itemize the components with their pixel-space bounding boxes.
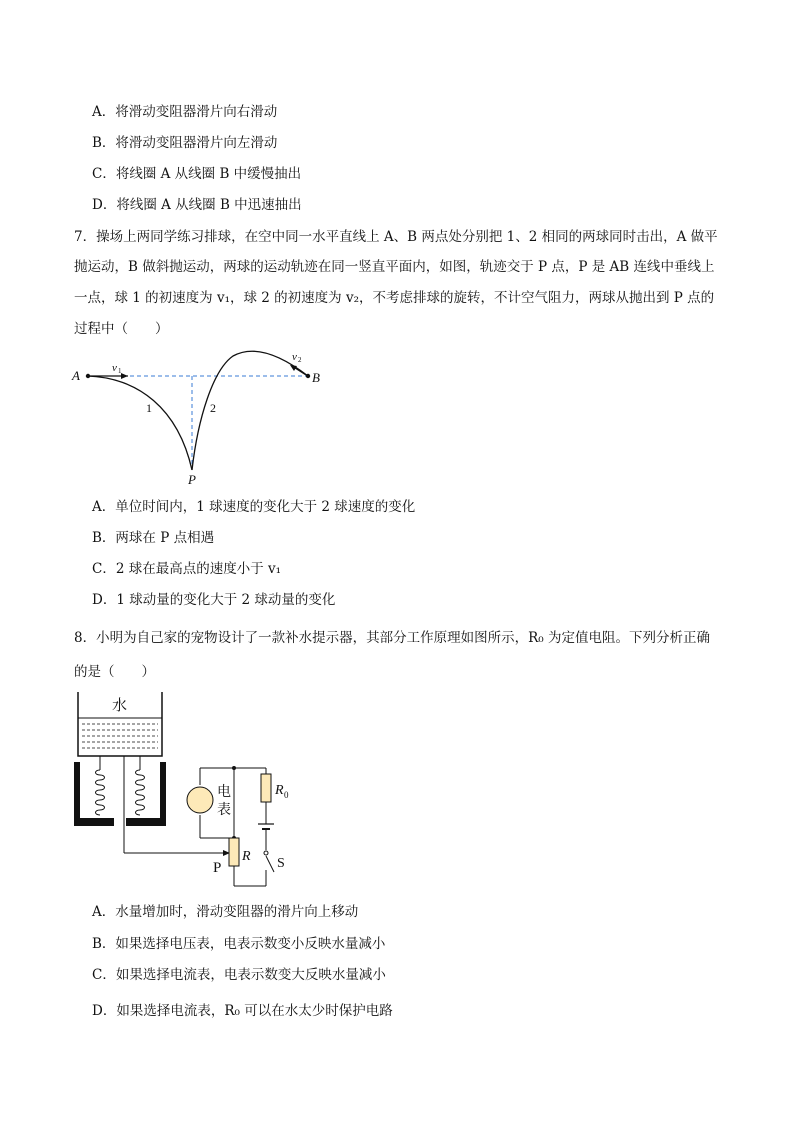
point-a <box>86 374 90 378</box>
label-b: B <box>312 370 320 385</box>
q8-circuit-figure <box>70 690 310 890</box>
label-a: A <box>72 368 80 383</box>
base-left <box>74 762 114 826</box>
label-r0-sub: 0 <box>284 790 289 800</box>
switch-contact <box>264 851 268 855</box>
label-trajectory-2: 2 <box>210 401 216 415</box>
q8-option-d: D．如果选择电流表，R₀ 可以在水太少时保护电路 <box>92 1003 393 1019</box>
label-v2-sub: 2 <box>298 356 302 364</box>
q7-option-d: D．1 球动量的变化大于 2 球动量的变化 <box>92 592 336 608</box>
q8-option-b: B．如果选择电压表，电表示数变小反映水量减小 <box>92 936 386 952</box>
label-water: 水 <box>112 698 128 714</box>
spring-left <box>96 770 105 815</box>
q7-option-a: A．单位时间内，1 球速度的变化大于 2 球速度的变化 <box>92 499 416 515</box>
resistor-r0 <box>261 774 271 802</box>
water-dashes <box>82 724 158 748</box>
q7-trajectory-figure <box>68 348 338 488</box>
q7-stem-line4: 过程中（ ） <box>74 321 169 337</box>
label-s: S <box>277 856 285 871</box>
q6-option-a: A．将滑动变阻器滑片向右滑动 <box>92 104 278 120</box>
q7-stem-line1: 7．操场上两同学练习排球，在空中同一水平直线上 A、B 两点处分别把 1、2 相同的两球同时击出，A 做平 <box>74 229 718 245</box>
label-p: P <box>213 860 222 876</box>
q8-option-c: C．如果选择电流表，电表示数变大反映水量减小 <box>92 967 386 983</box>
base-right <box>126 762 166 826</box>
q7-option-b: B．两球在 P 点相遇 <box>92 530 215 546</box>
label-r: R <box>242 849 251 864</box>
point-b <box>306 374 310 378</box>
q7-stem-line2: 抛运动，B 做斜抛运动，两球的运动轨迹在同一竖直平面内，如图，轨迹交于 P 点，P 是 AB 连线中垂线上 <box>74 259 715 275</box>
label-meter-2: 表 <box>217 803 231 818</box>
q7-stem-line3: 一点，球 1 的初速度为 v₁，球 2 的初速度为 v₂，不考虑排球的旋转，不计空气阻力，两球从抛出到 P 点的 <box>74 290 715 306</box>
q6-option-c: C．将线圈 A 从线圈 B 中缓慢抽出 <box>92 166 302 182</box>
label-meter-1: 电 <box>217 785 231 800</box>
q6-option-b: B．将滑动变阻器滑片向左滑动 <box>92 135 278 151</box>
meter-icon <box>187 787 213 813</box>
rheostat-r <box>229 838 239 866</box>
label-trajectory-1: 1 <box>146 401 152 415</box>
spring-right <box>136 770 145 815</box>
label-v1: v <box>112 362 117 374</box>
q8-stem-line1: 8．小明为自己家的宠物设计了一款补水提示器，其部分工作原理如图所示，R₀ 为定值电阻。下列分析正确 <box>74 630 710 646</box>
label-v1-sub: 1 <box>118 367 122 375</box>
label-v2: v <box>292 351 297 363</box>
q6-option-d: D．将线圈 A 从线圈 B 中迅速抽出 <box>92 197 302 213</box>
q8-stem-line2: 的是（ ） <box>74 664 155 680</box>
q7-option-c: C．2 球在最高点的速度小于 v₁ <box>92 561 282 577</box>
label-p: P <box>188 472 196 487</box>
trajectory-1 <box>88 376 192 470</box>
label-r0: R <box>275 783 284 798</box>
v1-arrowhead-icon <box>121 373 128 379</box>
q8-option-a: A．水量增加时，滑动变阻器的滑片向上移动 <box>92 904 359 920</box>
switch-s <box>266 856 274 872</box>
